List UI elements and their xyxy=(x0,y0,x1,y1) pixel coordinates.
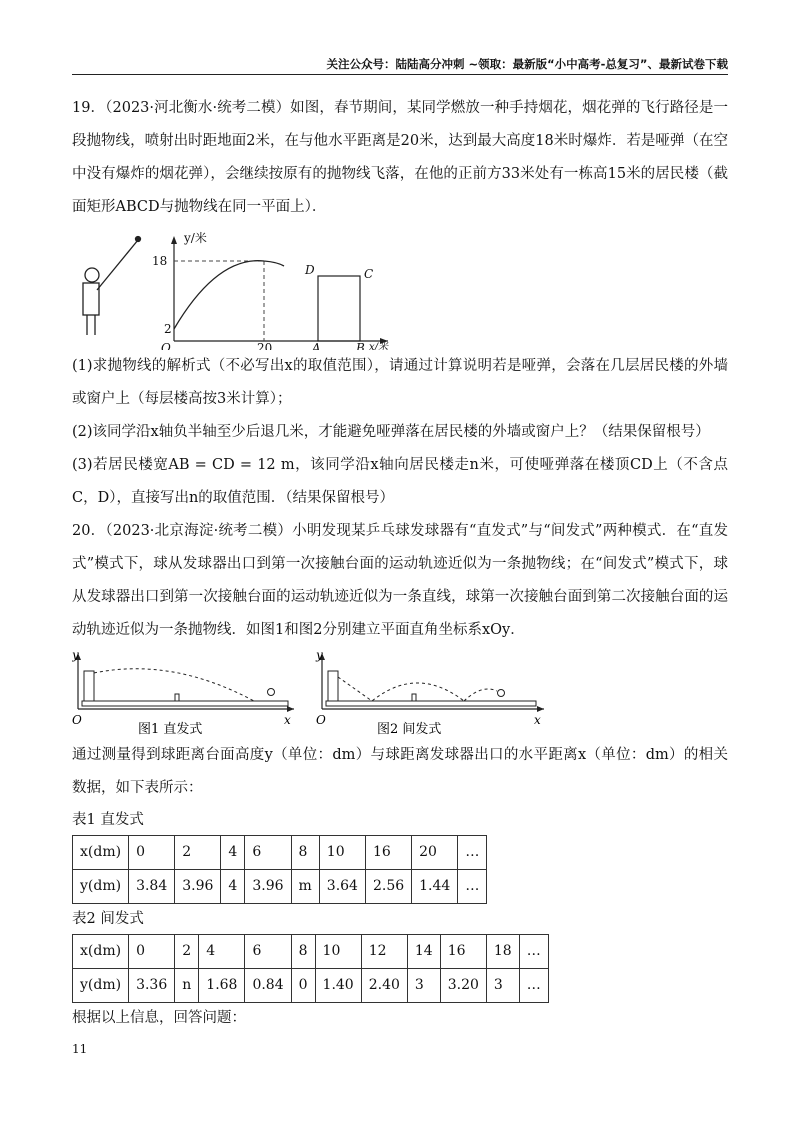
table-cell: 16 xyxy=(365,836,411,870)
table-cell: 3.96 xyxy=(245,870,291,904)
table-cell: 2 xyxy=(175,836,221,870)
table-cell: 8 xyxy=(291,935,315,969)
table-cell: 2.40 xyxy=(361,969,407,1003)
table-cell: 2 xyxy=(175,935,199,969)
q19-figure xyxy=(72,228,728,350)
fig1-caption: 图1 直发式 xyxy=(138,722,203,737)
figure2-indirect xyxy=(315,649,544,737)
q19-part1: (1)求抛物线的解析式（不必写出x的取值范围），请通过计算说明若是哑弹，会落在几层居民楼的外墙或窗户上（每层楼高按3米计算）； xyxy=(72,358,728,407)
q20-intro: 20．（2023·北京海淀·统考二模）小明发现某乒乓球发球器有“直发式”与“间发式”两种模式．在“直发式”模式下，球从发球器出口到第一次接触台面的运动轨迹近似为一条抛物线；在“间发式”模式下，球从发球器出口到第一次接触台面的运动轨迹近似为一条直线，球第一次接触台面到第二次接触台面的运动轨迹近似为一条抛物线．如图1和图2分别建立平面直角坐标系xOy． xyxy=(72,523,728,638)
fig1-trajectory xyxy=(94,669,254,701)
table-cell: 4 xyxy=(221,870,245,904)
q20-closing: 根据以上信息，回答问题： xyxy=(72,1010,246,1026)
page-content xyxy=(72,92,728,1033)
q20-figures xyxy=(72,649,728,739)
table-cell: 14 xyxy=(407,935,440,969)
table-cell: n xyxy=(175,969,199,1003)
table-cell: 3 xyxy=(407,969,440,1003)
tick-18: 18 xyxy=(152,254,168,268)
q19-part2: (2)该同学沿x轴负半轴至少后退几米，才能避免哑弹落在居民楼的外墙或窗户上？（结果保留根号） xyxy=(72,424,710,440)
table-cell: 1.68 xyxy=(199,969,245,1003)
person-illustration xyxy=(83,237,141,336)
table-cell: 6 xyxy=(245,935,291,969)
fig2-origin-label: O xyxy=(316,713,326,727)
fig2-y-label: y xyxy=(316,649,323,662)
table-cell: 3.36 xyxy=(129,969,175,1003)
table-cell: 0 xyxy=(129,836,175,870)
table-cell: 10 xyxy=(315,935,361,969)
origin-label: O xyxy=(161,341,171,350)
table-cell: … xyxy=(519,969,548,1003)
table-cell: x(dm) xyxy=(73,935,129,969)
table-cell: 10 xyxy=(319,836,365,870)
trajectory-curve xyxy=(174,261,284,329)
fig1-x-label: x xyxy=(284,713,291,727)
table-cell: y(dm) xyxy=(73,969,129,1003)
point-a-label: A xyxy=(312,341,321,350)
table2-indirect xyxy=(72,934,549,1003)
fig2-trajectory xyxy=(338,677,464,701)
axes xyxy=(174,240,388,341)
tick-20: 20 xyxy=(257,341,273,350)
table-cell: m xyxy=(291,870,319,904)
x-axis-label: x/米 xyxy=(369,342,389,350)
fig1-x-arrow-icon xyxy=(287,706,294,712)
fig1-launcher xyxy=(84,671,94,701)
q19-part3: (3)若居民楼宽AB = CD = 12 m，该同学沿x轴向居民楼走n米，可使哑弹落在楼顶CD上（不含点C，D），直接写出n的取值范围．（结果保留根号） xyxy=(72,457,728,506)
figure1-direct xyxy=(72,649,294,737)
table-cell: 16 xyxy=(440,935,486,969)
page-number: 11 xyxy=(72,1042,88,1056)
fig1-table-surface xyxy=(82,701,288,706)
table-cell: 6 xyxy=(245,836,291,870)
table-cell: 3 xyxy=(486,969,519,1003)
table-cell: 12 xyxy=(361,935,407,969)
table-cell: 1.44 xyxy=(412,870,458,904)
fig1-y-label: y xyxy=(72,649,79,662)
q19-figure-svg xyxy=(72,228,728,350)
y-axis-label: y/米 xyxy=(184,231,207,245)
table-cell: 1.40 xyxy=(315,969,361,1003)
table2-row-x xyxy=(73,935,549,969)
fig2-x-label: x xyxy=(534,713,541,727)
q19-intro: 19．（2023·河北衡水·统考二模）如图，春节期间，某同学燃放一种手持烟花，烟花弹的飞行路径是一段抛物线，喷射出时距地面2米，在与他水平距离是20米，达到最大高度18米时爆炸．若是哑弹（在空中没有爆炸的烟花弹），会继续按原有的抛物线飞落，在他的正前方33米处有一栋高15米的居民楼（截面矩形ABCD与抛物线在同一平面上）． xyxy=(72,100,728,215)
table-cell: 0 xyxy=(129,935,175,969)
page-header: 关注公众号：陆陆高分冲刺 ~领取：最新版“小中高考-总复习”、最新试卷下载 xyxy=(72,56,728,75)
fig2-net xyxy=(412,694,416,701)
table-cell: 4 xyxy=(221,836,245,870)
table-cell: … xyxy=(458,836,487,870)
table-cell: 2.56 xyxy=(365,870,411,904)
table-cell: … xyxy=(519,935,548,969)
fig2-table-surface xyxy=(326,701,536,706)
point-d-label: D xyxy=(305,263,315,277)
point-b-label: B xyxy=(356,341,365,350)
table1-caption: 表1 直发式 xyxy=(72,812,144,828)
q20-measure-text: 通过测量得到球距离台面高度y（单位：dm）与球距离发球器出口的水平距离x（单位：dm）的相关数据，如下表所示： xyxy=(72,747,728,796)
q20-figures-svg xyxy=(72,649,728,739)
table-cell: 20 xyxy=(412,836,458,870)
tick-2: 2 xyxy=(164,322,172,336)
table1-direct xyxy=(72,835,487,904)
table-cell: y(dm) xyxy=(73,870,129,904)
fig1-ball xyxy=(268,689,275,696)
table-cell: 3.20 xyxy=(440,969,486,1003)
point-c-label: C xyxy=(364,267,374,281)
table1-row-y xyxy=(73,870,487,904)
fig1-net xyxy=(175,694,179,701)
table2-caption: 表2 间发式 xyxy=(72,911,144,927)
table2-row-y xyxy=(73,969,549,1003)
fig1-origin-label: O xyxy=(72,713,82,727)
table-cell: 4 xyxy=(199,935,245,969)
y-arrow-icon xyxy=(171,236,177,244)
fig2-caption: 图2 间发式 xyxy=(377,722,442,737)
table-cell: x(dm) xyxy=(73,836,129,870)
fig2-ball xyxy=(498,690,505,697)
table-cell: 0.84 xyxy=(245,969,291,1003)
table-cell: 3.64 xyxy=(319,870,365,904)
table1-row-x xyxy=(73,836,487,870)
table-cell: … xyxy=(458,870,487,904)
table-cell: 0 xyxy=(291,969,315,1003)
table-cell: 3.96 xyxy=(175,870,221,904)
fig2-trajectory-tail xyxy=(464,689,497,701)
table-cell: 18 xyxy=(486,935,519,969)
table-cell: 3.84 xyxy=(129,870,175,904)
fig2-x-arrow-icon xyxy=(537,706,544,712)
building-abcd xyxy=(318,276,360,341)
fig2-launcher xyxy=(328,671,338,701)
table-cell: 8 xyxy=(291,836,319,870)
